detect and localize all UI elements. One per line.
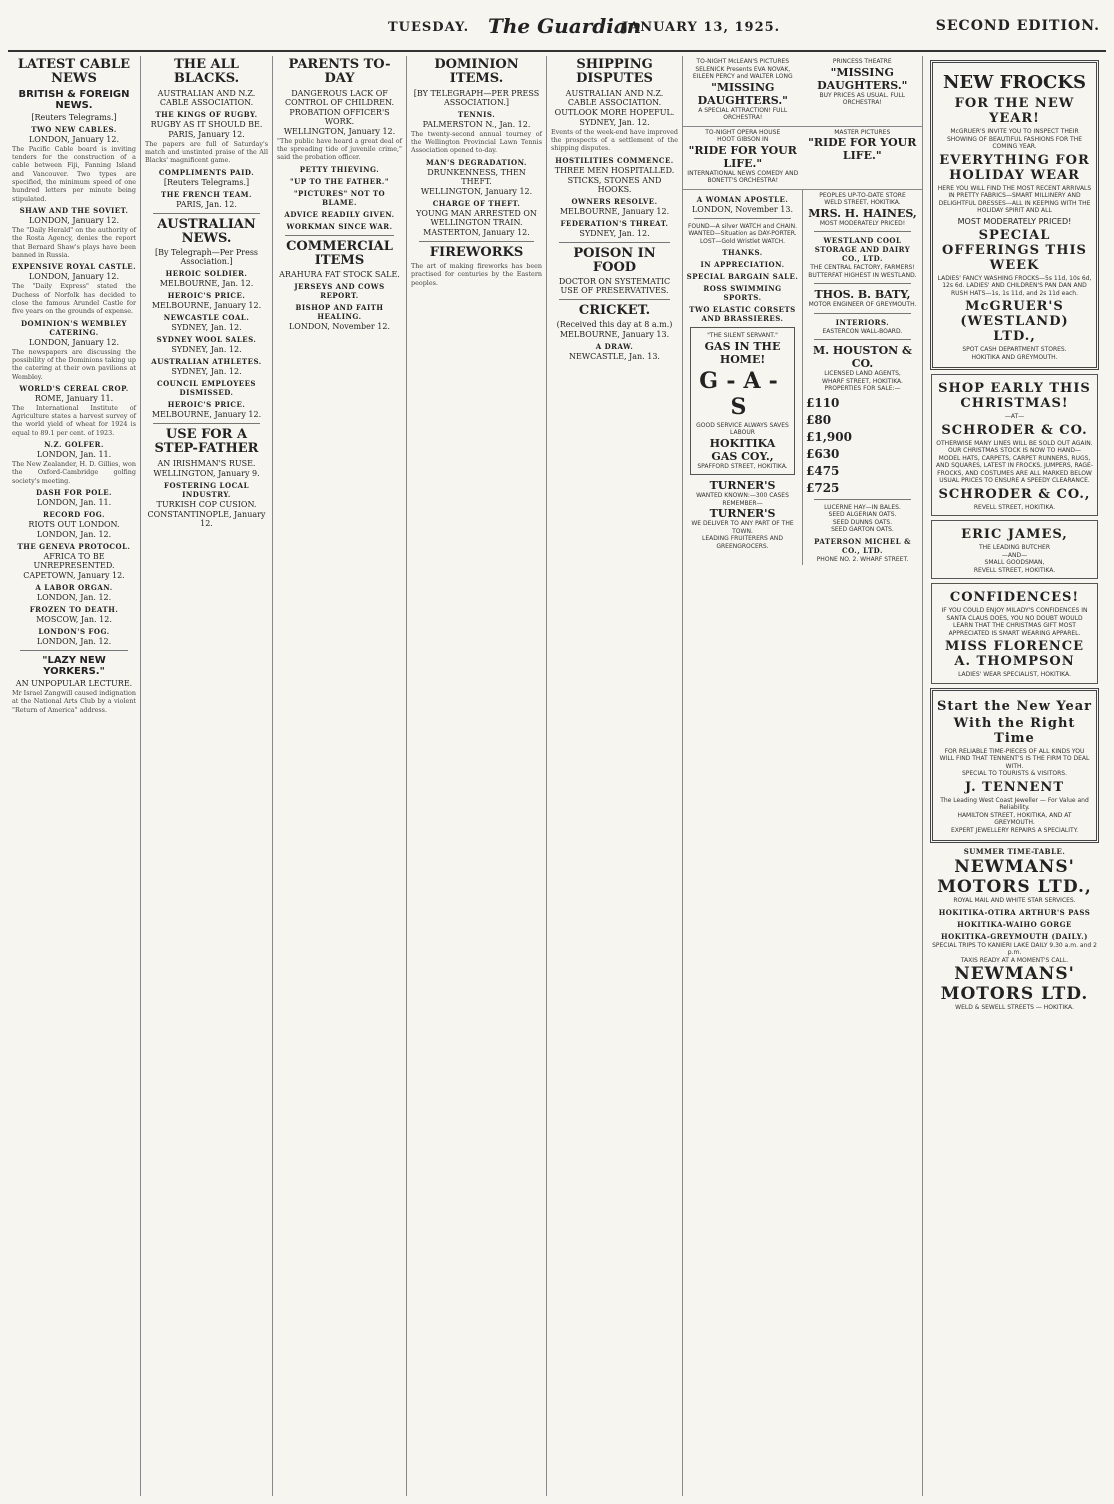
divider <box>814 499 911 500</box>
ad-text: SPECIAL TRIPS TO KANIERI LAKE DAILY 9.30 a.m. and 2 p.m. <box>932 941 1097 956</box>
divider <box>814 313 911 314</box>
gas-logo: G-A-S <box>699 367 786 420</box>
ad-sub: The Leading West Coast Jeweller — For Value and Reliability. <box>940 796 1089 811</box>
article-place: MELBOURNE, Jan. 12. <box>159 279 254 289</box>
masthead-edition: SECOND EDITION. <box>935 18 1100 34</box>
ad-title: SCHRODER & CO., <box>938 486 1091 502</box>
ad-note: MOST MODERATELY PRICED! <box>819 219 906 227</box>
article-sub: STICKS, STONES AND HOOKS. <box>567 175 662 194</box>
ad-princess <box>805 58 921 122</box>
article-head: "PICTURES" NOT TO BLAME. <box>293 188 386 207</box>
section-title: AUSTRALIAN NEWS. <box>157 216 256 246</box>
column-shipping <box>546 56 682 1496</box>
article-sub: DANGEROUS LACK OF CONTROL OF CHILDREN. <box>285 88 394 107</box>
ad-title: NEWMANS' MOTORS LTD. <box>940 964 1089 1004</box>
ad-text: WANTED—Situation as DAY-PORTER. <box>688 230 797 237</box>
source: [Reuters Telegrams.] <box>163 177 250 187</box>
ad-head: MASTER PICTURES <box>834 128 891 136</box>
divider <box>20 650 128 651</box>
ad-head: TO-NIGHT OPERA HOUSE <box>705 128 781 136</box>
source: AUSTRALIAN AND N.Z. CABLE ASSOCIATION. <box>157 88 256 107</box>
section-title: THE ALL BLACKS. <box>173 57 240 87</box>
article-place: LONDON, Jan. 12. <box>36 593 112 603</box>
ad-text: MODEL HATS, CARPETS, CARPET RUNNERS, RUGS, AND SQUARES, LATEST IN FROCKS, JUMPERS, RAGE-FROCKS, AND COSTUMES ARE ALL MARKED BELOW USUAL PRICES TO ENSURE A SPEEDY CLEARANCE. <box>936 454 1094 484</box>
article-place: CONSTANTINOPLE, January 12. <box>147 509 266 528</box>
ad-sub: HOOT GIBSON IN <box>717 136 769 143</box>
article-head: TWO NEW CABLES. <box>31 124 117 134</box>
article-head: FOSTERING LOCAL INDUSTRY. <box>163 480 250 499</box>
article-text: The "Daily Express" stated the Duchess of Norfolk has decided to close the famous Arundel Castle for five years on the grounds of expense. <box>12 282 136 316</box>
article-sub: PROBATION OFFICER'S WORK. <box>289 107 390 126</box>
property-price: £80 <box>806 412 832 427</box>
article-text: The Pacific Cable board is inviting tenders for the construction of a cable between Fiji, Fanning Island and Vancouver. Two types are specified, the minimum speed of one hundred letters per minute being stipulated. <box>12 144 136 203</box>
ad-text: TAXIS READY AT A MOMENT'S CALL. <box>960 956 1069 964</box>
article-head: THE KINGS OF RUGBY. <box>155 109 258 119</box>
article-place: LONDON, Jan. 11. <box>36 498 112 508</box>
route-head: HOKITIKA-WAIHO GORGE <box>957 919 1072 929</box>
ad-sub: MOTOR ENGINEER OF GREYMOUTH. <box>808 301 917 308</box>
article-text: The "Daily Herald" on the authority of the Rosta Agency, denies the report that Bernard Shaw's plays have been banned in Russia. <box>12 225 136 259</box>
article-place: LONDON, Jan. 12. <box>36 637 112 647</box>
article-head: ADVICE READILY GIVEN. <box>284 209 395 219</box>
ad-newmans <box>927 847 1102 1012</box>
ad-head: SPECIAL BARGAIN SALE. <box>686 272 799 281</box>
article-head: JERSEYS AND COWS REPORT. <box>294 282 385 301</box>
ad-title: MRS. H. HAINES, <box>808 206 917 220</box>
ad-title: SCHRODER & CO. <box>941 422 1088 438</box>
masthead-date: JANUARY 13, 1925. <box>622 20 781 35</box>
divider <box>559 299 670 300</box>
article-head: FEDERATION'S THREAT. <box>560 218 669 228</box>
divider <box>814 231 911 232</box>
article-head: COMPLIMENTS PAID. <box>158 167 255 177</box>
ad-opera <box>685 129 801 185</box>
ad-sub: SPECIAL TO TOURISTS & VISITORS. <box>961 770 1068 777</box>
property-price: £1,900 <box>806 429 852 444</box>
ad-title: M. HOUSTON & CO. <box>813 344 912 370</box>
ad-note: BUY PRICES AS USUAL. FULL ORCHESTRA! <box>819 91 906 106</box>
ad-text: FOR RELIABLE TIME-PIECES OF ALL KINDS YOU WILL FIND THAT TENNENT'S IS THE FIRM TO DEAL WITH. <box>939 747 1090 770</box>
article-head: HEROIC'S PRICE. <box>167 291 246 301</box>
section-subtitle: BRITISH & FOREIGN NEWS. <box>18 88 130 111</box>
ad-sub: PROPERTIES FOR SALE:— <box>824 385 901 392</box>
article-place: MOSCOW, Jan. 12. <box>36 615 112 625</box>
ad-text: McGRUER'S INVITE YOU TO INSPECT THEIR SHOWING OF BEAUTIFUL FASHIONS FOR THE COMING YEAR. <box>946 128 1083 150</box>
article-text: Events of the week-end have improved the prospects of a settlement of the shipping disputes. <box>551 127 678 153</box>
ad-head: THANKS. <box>722 248 763 257</box>
divider <box>694 218 791 219</box>
ad-title: TURNER'S <box>709 507 776 520</box>
ad-head: TWO ELASTIC CORSETS AND BRASSIERES. <box>689 305 796 323</box>
ad-sub: —AT— <box>1004 413 1025 420</box>
article-head: DASH FOR POLE. <box>36 488 112 498</box>
source: [Reuters Telegrams.] <box>31 112 117 122</box>
article-place: MELBOURNE, January 13. <box>559 330 670 340</box>
divider <box>285 235 394 236</box>
section-title: SHIPPING DISPUTES <box>576 57 653 87</box>
ad-schroder <box>931 374 1098 516</box>
article-head: RECORD FOG. <box>43 510 105 520</box>
ad-tennent <box>930 688 1099 844</box>
article-sub: RIOTS OUT LONDON. <box>28 520 120 530</box>
masthead-title: The Guardian <box>488 14 642 38</box>
ad-place: PHONE NO. 2. WHARF STREET. <box>816 555 909 563</box>
ad-sub: "THE SILENT SERVANT." <box>707 332 778 339</box>
article-sub: RUGBY AS IT SHOULD BE. <box>150 119 263 129</box>
ad-place: HOKITIKA AND GREYMOUTH. <box>971 353 1058 361</box>
ad-note: EXPERT JEWELLERY REPAIRS A SPECIALITY. <box>950 826 1079 834</box>
article-head: SHAW AND THE SOVIET. <box>19 205 129 215</box>
ad-text: LADIES' FANCY WASHING FROCKS—5s 11d, 10s 6d, 12s 6d. LADIES' AND CHILDREN'S PAN DAN AND RUSH HATS—1s, 1s 11d, and 2s 11d each. <box>937 274 1092 297</box>
ad-place: LONDON, November 13. <box>691 204 794 214</box>
source: (Received this day at 8 a.m.) <box>556 320 673 330</box>
column-display-ads <box>922 56 1106 1496</box>
article-place: LONDON, November 12. <box>288 322 391 332</box>
article-head: PETTY THIEVING. <box>299 164 380 174</box>
ad-text: LOST—Gold Wristlet WATCH. <box>700 237 785 245</box>
ad-text: REMEMBER— <box>722 499 763 507</box>
ad-title: CONFIDENCES! <box>949 590 1080 605</box>
section-title: PARENTS TO-DAY <box>288 57 391 87</box>
article-text: "The public have heard a great deal of the spreading tide of juvenile crime," said the probation officer. <box>277 136 402 162</box>
article-head: CHARGE OF THEFT. <box>432 198 521 208</box>
section-title: COMMERCIAL ITEMS <box>286 238 393 268</box>
ad-title: NEW FROCKS <box>942 72 1087 93</box>
ad-text: WANTED KNOWN:—300 CASES <box>696 492 789 499</box>
article-place: LONDON, Jan. 12. <box>36 530 112 540</box>
article-head: THE FRENCH TEAM. <box>161 189 252 199</box>
article-head: A LABOR ORGAN. <box>35 583 113 593</box>
article-sub: THREE MEN HOSPITALLED. <box>554 165 675 175</box>
article-head: DOMINION'S WEMBLEY CATERING. <box>20 318 128 337</box>
article-place: MELBOURNE, January 12. <box>559 206 670 216</box>
article-place: NEWCASTLE, Jan. 13. <box>569 352 660 362</box>
ads-row <box>683 190 922 566</box>
ad-text: LEADING FRUITERERS AND GREENGROCERS. <box>702 535 783 550</box>
ad-title: SPECIAL OFFERINGS THIS WEEK <box>942 227 1087 273</box>
ad-note: A SPECIAL ATTRACTION! FULL ORCHESTRA! <box>698 106 788 121</box>
article-text: The newspapers are discussing the possibility of the Dominions taking up the catering at their own pavilions at Wembley. <box>12 347 136 381</box>
ad-sub: SPOT CASH DEPARTMENT STORES. <box>962 346 1067 353</box>
article-sub: ARAHURA FAT STOCK SALE. <box>279 270 400 280</box>
ad-head: INTERIORS. <box>835 317 890 327</box>
article-head: HOSTILITIES COMMENCE. <box>555 155 674 165</box>
masthead-day: TUESDAY. <box>388 20 470 35</box>
divider <box>814 283 911 284</box>
cinema-ads-2 <box>683 127 922 190</box>
section-title: LATEST CABLE NEWS <box>17 57 131 87</box>
ad-new-frocks <box>930 60 1099 370</box>
ad-text: LUCERNE HAY—IN BALES. <box>824 503 901 511</box>
article-head: N.Z. GOLFER. <box>44 440 104 450</box>
property-price: £110 <box>806 395 840 410</box>
article-head: AUSTRALIAN ATHLETES. <box>151 357 262 367</box>
divider <box>559 242 670 243</box>
ad-note: MOST MODERATELY PRICED! <box>957 216 1072 226</box>
ad-sub: GOOD SERVICE ALWAYS SAVES LABOUR <box>696 421 789 436</box>
property-price: £630 <box>806 446 840 461</box>
divider <box>419 241 534 242</box>
article-sub: OUTLOOK MORE HOPEFUL. <box>554 107 675 117</box>
property-price: £475 <box>806 463 840 478</box>
ad-title: J. TENNENT <box>964 779 1064 795</box>
article-head: TENNIS. <box>457 109 496 119</box>
article-head: COUNCIL EMPLOYEES DISMISSED. <box>157 379 256 398</box>
ad-gas <box>690 327 795 475</box>
ad-sub: FOR THE NEW YEAR! <box>954 96 1075 126</box>
article-sub: YOUNG MAN ARRESTED ON WELLINGTON TRAIN. <box>416 208 537 227</box>
ad-mcleans <box>685 58 801 122</box>
ad-eric-james <box>931 520 1098 579</box>
ad-sub: THE LEADING BUTCHER <box>978 544 1051 551</box>
ad-master <box>805 129 921 185</box>
ad-text: SEED GARTON OATS. <box>831 526 894 533</box>
article-place: PARIS, January 12. <box>168 129 245 139</box>
article-place: PALMERSTON N., Jan. 12. <box>422 119 531 129</box>
route-head: HOKITIKA-OTIRA ARTHUR'S PASS <box>938 907 1091 917</box>
ad-title: THOS. B. BATY, <box>814 288 911 301</box>
article-place: MASTERTON, January 12. <box>423 227 530 237</box>
ads-right <box>802 190 922 566</box>
article-place: MELBOURNE, January 12. <box>151 410 262 420</box>
article-place: LONDON, January 12. <box>28 134 120 144</box>
column-cable-news <box>8 56 140 1496</box>
ad-sub: LICENSED LAND AGENTS, <box>824 370 901 377</box>
ad-title: "MISSING DAUGHTERS." <box>817 65 908 92</box>
ad-title: "RIDE FOR YOUR LIFE." <box>688 143 797 170</box>
article-place: LONDON, January 12. <box>28 215 120 225</box>
article-head: EXPENSIVE ROYAL CASTLE. <box>12 262 137 272</box>
column-ads <box>682 56 922 1496</box>
ad-title: Start the New Year <box>937 698 1093 714</box>
article-sub: DOCTOR ON SYSTEMATIC USE OF PRESERVATIVES. <box>558 277 671 296</box>
divider <box>153 213 260 214</box>
ad-sub: —AND— <box>1001 551 1028 559</box>
ad-title: TURNER'S <box>709 479 776 492</box>
article-head: OWNERS RESOLVE. <box>571 196 658 206</box>
ad-text: SEED ALGERIAN OATS. <box>828 511 897 518</box>
ad-place: REVELL STREET, HOKITIKA. <box>973 566 1056 574</box>
ad-title: ERIC JAMES, <box>961 527 1068 542</box>
ad-title: McGRUER'S (WESTLAND) LTD., <box>960 299 1069 344</box>
section-title: DOMINION ITEMS. <box>434 57 519 87</box>
ad-title: NEWMANS' MOTORS LTD., <box>937 857 1092 897</box>
article-head: A DRAW. <box>595 342 634 352</box>
article-place: LONDON, January 12. <box>28 272 120 282</box>
article-text: The twenty-second annual tourney of the Wellington Provincial Lawn Tennis Association opened to-day. <box>411 129 542 155</box>
ad-text: SEED DUNNS OATS. <box>832 518 893 526</box>
ad-title: "MISSING DAUGHTERS." <box>697 80 788 107</box>
ad-text: IF YOU COULD ENJOY MILADY'S CONFIDENCES IN SANTA CLAUS DOES, YOU NO DOUBT WOULD LEARN THAT THE CHRISTMAS GIFT MOST APPRECIATED IS SMART WEARING APPAREL. <box>941 607 1088 637</box>
ad-head: A WOMAN APOSTLE. <box>696 194 789 204</box>
ad-title: EVERYTHING FOR HOLIDAY WEAR <box>939 152 1090 183</box>
ad-head: PRINCESS THEATRE <box>832 58 892 65</box>
column-parents <box>272 56 406 1496</box>
article-head: WORLD'S CEREAL CROP. <box>19 383 129 393</box>
article-sub: AFRICA TO BE UNREPRESENTED. <box>33 552 115 571</box>
route-head: HOKITIKA-GREYMOUTH (DAILY.) <box>941 931 1088 941</box>
ad-text: HERE YOU WILL FIND THE MOST RECENT ARRIVALS IN PRETTY FABRICS—SMART MILLINERY AND DELIGHTFUL DRESSES—ALL IN KEEPING WITH THE HOLIDAY SPIRIT AND ALL <box>937 184 1092 214</box>
article-head: "UP TO THE FATHER." <box>290 176 389 186</box>
ad-title: HOKITIKA GAS COY., <box>709 436 776 463</box>
article-place: PARIS, Jan. 12. <box>176 199 237 209</box>
ads-left <box>683 190 802 566</box>
ad-head: TO-NIGHT McLEAN'S PICTURES <box>696 58 790 65</box>
column-dominion-items <box>406 56 546 1496</box>
article-place: WELLINGTON, January 9. <box>153 468 260 478</box>
ad-head: IN APPRECIATION. <box>700 260 785 269</box>
article-head: FROZEN TO DEATH. <box>29 605 119 615</box>
ad-place: WHARF STREET, HOKITIKA. <box>822 377 903 385</box>
ad-head: PATERSON MICHEL & CO., LTD. <box>814 536 911 555</box>
article-head: LONDON'S FOG. <box>38 627 110 637</box>
ad-thompson <box>931 583 1098 684</box>
ad-place: REVELL STREET, HOKITIKA. <box>973 503 1056 511</box>
article-text: The New Zealander, H. D. Gillies, won the Oxford-Cambridge golfing society's meeting. <box>12 460 136 485</box>
ad-head: ROSS SWIMMING SPORTS. <box>703 284 782 302</box>
ad-place: WELD STREET, HOKITIKA. <box>824 199 901 206</box>
ad-sub: SELENICK Presents EVA NOVAK, EILEEN PERCY and WALTER LONG <box>692 65 793 80</box>
article-place: CAPETOWN, January 12. <box>23 571 125 581</box>
article-place: SYDNEY, Jan. 12. <box>171 345 242 355</box>
ad-place: WELD & SEWELL STREETS — HOKITIKA. <box>955 1004 1074 1011</box>
article-head: "LAZY NEW YORKERS." <box>42 655 106 678</box>
ad-title: With the Right Time <box>953 715 1076 746</box>
article-head: SYDNEY WOOL SALES. <box>156 335 257 345</box>
ad-text: OTHERWISE MANY LINES WILL BE SOLD OUT AGAIN. OUR CHRISTMAS STOCK IS NOW TO HAND— <box>936 439 1093 454</box>
ad-sub: SMALL GOODSMAN, <box>984 559 1045 566</box>
article-place: SYDNEY, Jan. 12. <box>171 367 242 377</box>
ad-place: SPAFFORD STREET, HOKITIKA. <box>697 462 788 470</box>
article-place: WELLINGTON, January 12. <box>283 126 396 136</box>
property-price: £725 <box>806 480 840 495</box>
ad-sub: LADIES' WEAR SPECIALIST, HOKITIKA. <box>958 671 1071 678</box>
source: [By Telegraph—Per Press Association.] <box>154 248 259 267</box>
cinema-ads <box>683 56 922 127</box>
article-head: HEROIC'S PRICE. <box>167 400 246 410</box>
ad-title: SHOP EARLY THIS CHRISTMAS! <box>938 381 1091 411</box>
article-head: THE GENEVA PROTOCOL. <box>17 542 131 552</box>
ad-sub: ROYAL MAIL AND WHITE STAR SERVICES. <box>953 897 1076 904</box>
masthead <box>8 8 1106 48</box>
article-sub: TURKISH COP CUSION. <box>156 499 257 509</box>
masthead-rule <box>8 50 1106 52</box>
article-head: WORKMAN SINCE WAR. <box>286 221 393 231</box>
source: AUSTRALIAN AND N.Z. CABLE ASSOCIATION. <box>565 88 664 107</box>
ad-sub: EASTERCON WALL-BOARD. <box>822 327 903 335</box>
section-title: POISON IN FOOD <box>573 245 656 275</box>
article-place: SYDNEY, Jan. 12. <box>171 323 242 333</box>
article-sub: AN IRISHMAN'S RUSE. <box>157 458 256 468</box>
article-head: MAN'S DEGRADATION. <box>426 157 527 167</box>
article-place: WELLINGTON, January 12. <box>420 186 533 196</box>
article-sub: DRUNKENNESS, THEN THEFT. <box>427 167 526 186</box>
ad-place: HAMILTON STREET, HOKITIKA, AND AT GREYMOUTH. <box>957 811 1072 826</box>
article-head: BISHOP AND FAITH HEALING. <box>295 303 384 322</box>
article-text: The papers are full of Saturday's match and unstinted praise of the All Blacks' magnificent game. <box>145 139 268 165</box>
article-text: The art of making fireworks has been practised for centuries by the Eastern peoples. <box>411 261 542 287</box>
article-sub: AN UNPOPULAR LECTURE. <box>15 679 133 689</box>
ad-note: INTERNATIONAL NEWS COMEDY AND BONETT'S ORCHESTRA! <box>687 169 799 184</box>
ad-sub: BUTTERFAT HIGHEST IN WESTLAND. <box>808 271 917 279</box>
article-place: MELBOURNE, January 12. <box>151 301 262 311</box>
article-place: LONDON, Jan. 11. <box>36 450 112 460</box>
article-place: SYDNEY, Jan. 12. <box>579 228 650 238</box>
divider <box>814 339 911 340</box>
ad-head: PEOPLES UP-TO-DATE STORE <box>819 191 906 199</box>
article-place: LONDON, January 12. <box>28 337 120 347</box>
section-title: USE FOR A STEP-FATHER <box>154 427 259 457</box>
ad-text: FOUND—A silver WATCH and CHAIN. <box>687 222 798 230</box>
divider <box>153 423 260 424</box>
article-place: SYDNEY, Jan. 12. <box>579 117 650 127</box>
section-title: CRICKET. <box>578 303 651 319</box>
ad-text: WE DELIVER TO ANY PART OF THE TOWN. <box>691 520 794 535</box>
article-text: Mr Israel Zangwill caused indignation at the National Arts Club by a violent "Return of America" address. <box>12 689 136 714</box>
ad-title: MISS FLORENCE A. THOMPSON <box>944 639 1085 669</box>
article-text: The International Institute of Agriculture states a harvest survey of the world yield of wheat for 1924 is equal to 89.1 per cent. of 1923. <box>12 403 136 437</box>
article-place: ROME, January 11. <box>34 393 114 403</box>
article-head: NEWCASTLE COAL. <box>163 313 250 323</box>
section-title: FIREWORKS <box>429 244 524 260</box>
ad-head: WESTLAND COOL STORAGE AND DAIRY CO., LTD. <box>814 236 911 263</box>
ad-sub: THE CENTRAL FACTORY, FARMERS! <box>810 264 915 271</box>
ad-title: "RIDE FOR YOUR LIFE." <box>808 136 917 162</box>
source: [BY TELEGRAPH—PER PRESS ASSOCIATION.] <box>413 88 540 107</box>
column-all-blacks <box>140 56 272 1496</box>
ad-title: GAS IN THE HOME! <box>704 339 781 366</box>
ad-head: SUMMER TIME-TABLE. <box>963 847 1066 856</box>
article-head: HEROIC SOLDIER. <box>165 269 248 279</box>
